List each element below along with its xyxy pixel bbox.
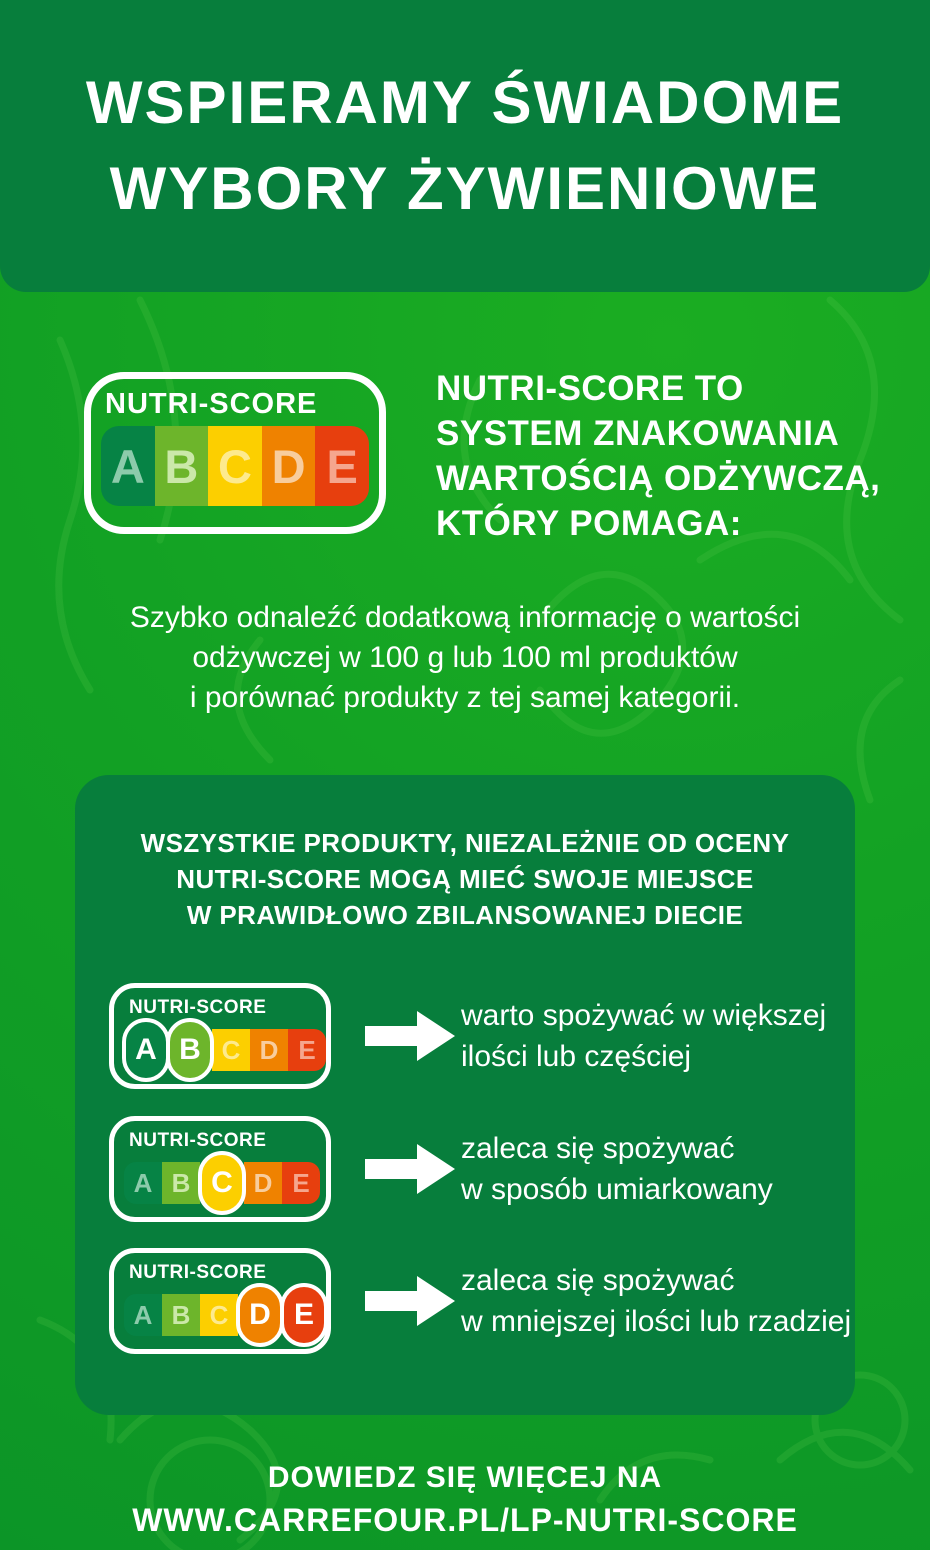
nutri-score-scale <box>124 1019 326 1081</box>
nutri-score-badge-title: NUTRI-SCORE <box>105 388 318 420</box>
grade-e-pill-highlighted: E <box>280 1283 328 1347</box>
grade-d-segment: D <box>262 426 316 506</box>
footer-url-link[interactable]: WWW.CARREFOUR.PL/LP-NUTRI-SCORE <box>132 1502 798 1538</box>
info-panel <box>75 775 855 1415</box>
grade-e-segment: E <box>288 1029 326 1071</box>
panel-heading-line2: NUTRI-SCORE MOGĄ MIEĆ SWOJE MIEJSCE <box>176 864 754 894</box>
grade-b-segment: B <box>162 1162 200 1204</box>
intro-paragraph-line3: i porównać produkty z tej samej kategorii. <box>189 681 741 714</box>
nutri-score-badge-title: NUTRI-SCORE <box>129 1262 267 1283</box>
right-arrow-icon <box>365 1009 457 1063</box>
grade-d-segment: D <box>250 1029 288 1071</box>
panel-heading-line1: WSZYSTKIE PRODUKTY, NIEZALEŻNIE OD OCENY <box>140 828 790 858</box>
header-title-line1: WSPIERAMY ŚWIADOME <box>85 69 845 136</box>
grade-a-pill-highlighted: A <box>122 1018 170 1082</box>
footer <box>0 1458 930 1542</box>
intro-heading-line2: SYSTEM ZNAKOWANIA <box>436 414 840 453</box>
recommendation-line1: warto spożywać w większej <box>461 999 827 1032</box>
grade-d-pill-highlighted: D <box>236 1283 284 1347</box>
intro-heading-line4: KTÓRY POMAGA: <box>436 504 742 543</box>
intro-heading <box>436 366 880 546</box>
grade-b-segment: B <box>155 426 209 506</box>
header-title-line2: WYBORY ŻYWIENIOWE <box>109 155 821 222</box>
recommendation-text <box>461 995 826 1077</box>
recommendation-line1: zaleca się spożywać <box>461 1132 735 1165</box>
nutri-score-badge-ab <box>109 983 331 1089</box>
nutri-score-badge-c <box>109 1116 331 1222</box>
intro-paragraph <box>0 598 930 718</box>
intro-paragraph-line1: Szybko odnaleźć dodatkową informację o wartości <box>129 601 801 634</box>
right-arrow-icon <box>365 1142 457 1196</box>
recommendation-line2: ilości lub częściej <box>461 1040 692 1073</box>
grade-c-segment: C <box>212 1029 250 1071</box>
intro-paragraph-line2: odżywczej w 100 g lub 100 ml produktów <box>192 641 738 674</box>
grade-c-segment: C <box>208 426 262 506</box>
grade-c-pill-highlighted: C <box>198 1151 246 1215</box>
grade-d-segment: D <box>244 1162 282 1204</box>
nutri-score-scale <box>101 426 369 506</box>
grade-e-segment: E <box>315 426 369 506</box>
grade-b-segment: B <box>162 1294 200 1336</box>
nutri-score-badge-large <box>84 372 386 534</box>
grade-e-segment: E <box>282 1162 320 1204</box>
nutri-score-badge-de <box>109 1248 331 1354</box>
nutri-score-scale <box>124 1152 326 1214</box>
grade-c-segment: C <box>200 1294 238 1336</box>
header-banner <box>0 0 930 292</box>
grade-a-segment: A <box>124 1294 162 1336</box>
panel-heading <box>75 825 855 933</box>
nutri-score-badge-title: NUTRI-SCORE <box>129 1130 267 1151</box>
intro-heading-line3: WARTOŚCIĄ ODŻYWCZĄ, <box>436 459 881 498</box>
panel-heading-line3: W PRAWIDŁOWO ZBILANSOWANEJ DIECIE <box>186 900 744 930</box>
right-arrow-icon <box>365 1274 457 1328</box>
nutri-score-scale <box>124 1284 326 1346</box>
recommendation-line2: w sposób umiarkowany <box>461 1173 773 1206</box>
intro-heading-line1: NUTRI-SCORE TO <box>436 369 744 408</box>
recommendation-text <box>461 1260 851 1342</box>
grade-b-pill-highlighted: B <box>166 1018 214 1082</box>
footer-learn-more-text: DOWIEDZ SIĘ WIĘCEJ NA <box>267 1461 663 1494</box>
nutri-score-badge-title: NUTRI-SCORE <box>129 997 267 1018</box>
grade-a-segment: A <box>124 1162 162 1204</box>
recommendation-line2: w mniejszej ilości lub rzadziej <box>461 1305 852 1338</box>
recommendation-line1: zaleca się spożywać <box>461 1264 735 1297</box>
grade-a-segment: A <box>101 426 155 506</box>
recommendation-text <box>461 1128 773 1210</box>
